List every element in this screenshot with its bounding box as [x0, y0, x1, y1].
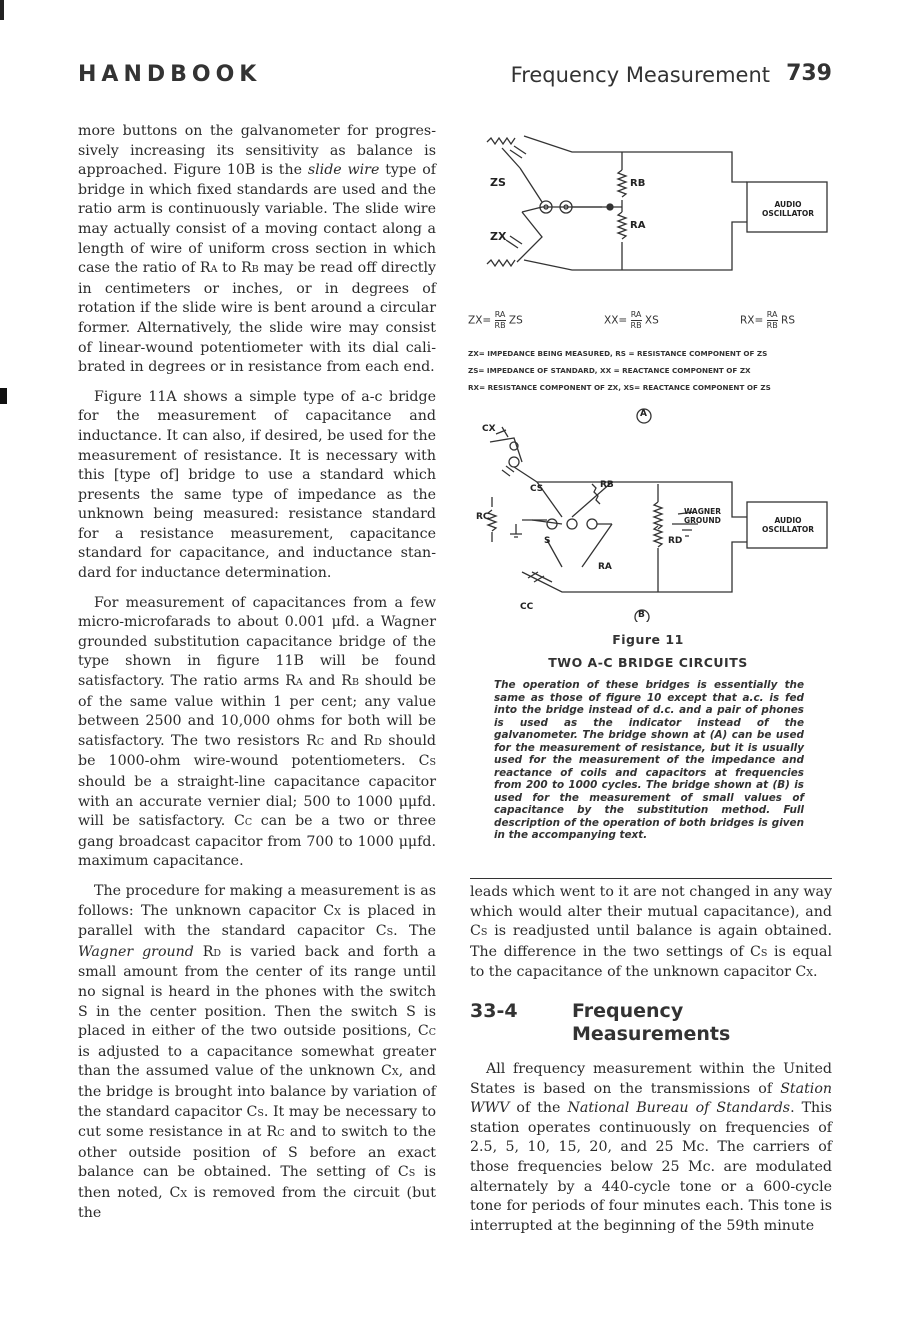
text-run: . — [813, 964, 818, 981]
section-number: 33-4 — [470, 1000, 518, 1022]
subscript: B — [251, 264, 259, 276]
subscript: A — [210, 264, 218, 276]
text-run: should be a straight-line capacitance capacitor with an accurate vernier dial; 500 to 1000 μμfd. will be satisfactory. C — [78, 774, 436, 830]
subscript: A — [295, 677, 303, 689]
label-cs: CS — [530, 484, 544, 494]
text-run: to R — [217, 260, 252, 277]
italic-text: slide wire — [307, 162, 380, 179]
text-run: . This station operates continuously on frequencies of 2.5, 5, 10, 15, 20, and 25 Mc. The carriers of those frequencies below 25 Mc. are modulated alternately by a 440-cycle tone or a 600-cycle tone for periods of four minutes each. This tone is interrupted at the beginning of the 59th minute — [470, 1100, 832, 1234]
formula-lhs: ZX= — [468, 314, 492, 327]
label-rc: RC — [476, 512, 490, 522]
fraction — [495, 310, 506, 331]
text-run: should be of the same value within 1 per cent; any value between 2500 and 10,000 ohms for both will be satisfactory. The two resistors R — [78, 673, 437, 749]
text-run: and to switch to the other outside position of S before an exact balance can be obtained. The setting of C — [78, 1124, 436, 1181]
formula-rhs: RS — [781, 314, 795, 327]
italic-text: Station WWV — [470, 1080, 832, 1117]
section-title-line-1: Frequency — [572, 1000, 684, 1022]
legend-line-2: ZS= IMPEDANCE OF STANDARD, XX = REACTANCE COMPONENT OF ZX — [468, 366, 751, 375]
text-run: is equal to the capacitance of the unknown capacitor C — [470, 943, 832, 981]
label-s: S — [544, 536, 551, 546]
marker-a-label: A — [640, 409, 647, 419]
bottom-bus — [522, 572, 612, 592]
formula-lhs: RX= — [740, 314, 764, 327]
page-edge-mark — [0, 388, 7, 404]
text-run: of the — [509, 1100, 568, 1117]
audio-word: AUDIO — [774, 200, 802, 209]
label-rb-b: RB — [600, 480, 614, 490]
label-rd: RD — [668, 536, 683, 546]
running-header — [78, 58, 832, 98]
subscript: S — [408, 1168, 416, 1180]
text-run: can be a two or three gang broadcast capacitor from 700 to 1000 μμfd. maximum capacitance. — [78, 813, 436, 870]
zs-wire — [520, 168, 542, 202]
wagner-ground-label — [684, 507, 721, 525]
oscillator-label-a — [752, 200, 824, 218]
oscillator-word: OSCILLATOR — [761, 525, 815, 534]
text-run: is then noted, C — [78, 1164, 436, 1201]
text-run: more buttons on the galvanometer for progressively increasing its sensitivity as balance is approached. Figure 10B is the — [78, 123, 436, 179]
subscript: X — [334, 906, 341, 918]
zx-capacitor — [506, 236, 522, 248]
paragraph — [470, 1060, 832, 1236]
tap-contact — [607, 204, 613, 210]
formula-zx — [468, 310, 523, 331]
bottom-wire — [524, 260, 622, 270]
formula-lhs: XX= — [604, 314, 628, 327]
subscript: S — [429, 757, 436, 769]
text-run: . The — [393, 923, 436, 940]
text-run: type of bridge in which fixed standards are used and the ratio arm is continuously variable. The slide wire may actually consist of a moving contact along a length of wire of uniform cross section in which case the ratio of R — [78, 162, 436, 277]
top-wire — [524, 136, 622, 152]
fraction-numerator: RA — [766, 310, 778, 319]
zs-resistor — [487, 138, 515, 144]
text-run: . It may be necessary to cut some resistance in at R — [78, 1103, 436, 1141]
right-column-lower — [470, 1060, 832, 1246]
cs-capacitor — [502, 466, 514, 476]
figure-subtitle: TWO A-C BRIDGE CIRCUITS — [548, 655, 748, 670]
text-run: leads which went to it are not changed in any way which would alter their mutual capacitance), and C — [470, 884, 832, 940]
fraction-numerator: RA — [494, 310, 506, 319]
fraction-denominator: RB — [630, 321, 642, 330]
figure-11 — [462, 112, 834, 862]
paragraph — [78, 122, 436, 378]
header-section-title: Frequency Measurement — [510, 63, 770, 87]
rb-resistor — [618, 170, 626, 197]
paragraph — [78, 594, 436, 872]
text-run: The procedure for making a measurement is as follows: The unknown capacitor C — [78, 882, 436, 919]
zs-capacitor — [510, 146, 526, 158]
page-edge-rule — [0, 0, 4, 20]
switch-terminal — [587, 519, 597, 529]
zx-wire — [517, 212, 542, 262]
fraction-numerator: RA — [630, 310, 642, 319]
text-run: is adjusted to a capacitance somewhat greater than the assumed value of the unknown C — [78, 1043, 436, 1080]
italic-text: National Bureau of Standards — [567, 1100, 791, 1117]
subscript: D — [374, 736, 382, 748]
subscript: C — [428, 1027, 436, 1039]
oscillator-word: OSCILLATOR — [761, 209, 815, 218]
subscript: C — [244, 817, 253, 829]
label-cc: CC — [520, 602, 534, 612]
cx-capacitor — [496, 427, 508, 437]
fraction-denominator: RB — [766, 321, 778, 330]
subscript: C — [316, 736, 325, 748]
fraction-denominator: RB — [494, 321, 506, 330]
subscript: S — [257, 1107, 264, 1119]
subscript: S — [760, 947, 768, 959]
header-book-title: HANDBOOK — [78, 62, 262, 87]
figure-title: Figure 11 — [612, 632, 684, 647]
marker-b-label: B — [638, 610, 645, 620]
subscript: B — [352, 677, 359, 689]
text-run: Figure 11A shows a simple type of a-c bridge for the measurement of capacitance and inductance. It can also, if desired, be used for the measurement of resistance. It is necessary with this [type of] bridge to use a standard which presents the same type of impedance as the unknown being measured: resistance standard for a resistance measurement, capacitance standard for capacitance, and inductance standard for inductance determination. — [78, 388, 436, 582]
text-run: and R — [302, 673, 352, 690]
fraction — [767, 310, 778, 331]
right-column — [470, 878, 832, 994]
text-run: may be read off directly in centimeters or inches, or in degrees of rotation if the slide wire is bent around a circular former. Alternatively, the slide wire may consist of linear-wound potentiometer with its dial calibrated in degrees or in resistance from each end. — [78, 260, 436, 376]
label-ra-b: RA — [598, 562, 612, 572]
formula-rx — [740, 310, 795, 331]
wagner-resistors — [654, 484, 662, 592]
label-rb: RB — [630, 178, 646, 189]
italic-text: Wagner ground — [78, 943, 194, 960]
paragraph — [78, 388, 436, 584]
formula-xx — [604, 310, 659, 331]
figure-caption: The operation of these bridges is essentially the same as those of figure 10 except that a.c. is fed into the bridge instead of d.c. and a pair of phones is used as the indicator instead of the galvanometer. The bridge shown at (A) can be used for the measurement of resistance, but it is usually used for the measurement of the impedance and reactance of coils and capacitors at frequencies from 200 to 1000 cycles. The bridge shown at (B) is used for the measurement of small values of capacitance by the substitution method. Full description of the operation of both bridges is given in the accompanying text. — [494, 679, 804, 841]
text-run: should be 1000-ohm wire-wound potentiometers. C — [78, 732, 436, 770]
text-run: is placed in parallel with the standard capacitor C — [78, 902, 436, 940]
section-heading — [470, 1000, 832, 1048]
oscillator-label-b — [752, 516, 824, 534]
zx-resistor — [487, 260, 515, 266]
text-run: , and the bridge is brought into balance by variation of the standard capacitor C — [78, 1063, 436, 1120]
formula-rhs: ZS — [508, 314, 523, 327]
audio-word: AUDIO — [774, 516, 802, 525]
section-title — [572, 1000, 730, 1046]
page-number: 739 — [786, 61, 832, 86]
label-zx: ZX — [490, 230, 507, 243]
subscript: X — [180, 1188, 188, 1200]
text-run: R — [193, 943, 214, 960]
osc-lead-bottom-b — [612, 542, 747, 592]
text-run: For measurement of capacitances from a few micro-microfarads to about 0.001 μfd. a Wagner grounded substitution capacitance bridge of the type shown in figure 11B will be found satisfactory. The ratio arms R — [78, 594, 436, 690]
text-run: is removed from the circuit (but the — [78, 1184, 436, 1222]
formula-rhs: XS — [644, 314, 659, 327]
top-bus — [514, 467, 612, 482]
switch-terminal — [547, 519, 557, 529]
paragraph — [78, 882, 436, 1224]
subscript: S — [386, 927, 394, 939]
terminal — [509, 457, 519, 467]
text-run: All frequency measurement within the United States is based on the transmissions of — [470, 1061, 832, 1097]
wagner-word: WAGNER — [684, 507, 722, 516]
circuit-a — [487, 136, 827, 423]
switch-terminal — [567, 519, 577, 529]
subscript: C — [277, 1128, 285, 1140]
label-zs: ZS — [490, 176, 506, 189]
text-run: and R — [324, 732, 375, 749]
label-ra: RA — [630, 220, 646, 231]
ra-cc-arms — [547, 524, 612, 567]
text-run: is readjusted until balance is again obtained. The difference in the two settings of C — [470, 923, 832, 960]
subscript: X — [391, 1067, 399, 1079]
fraction — [631, 310, 642, 331]
osc-lead-top-b — [612, 482, 747, 517]
text-run: is varied back and forth a small amount from the center of its range until no signal is heard in the phones with the switch S in the center position. Then the switch S is placed in either of the two outside positions, C — [78, 943, 436, 1040]
ra-resistor — [618, 200, 626, 270]
subscript: S — [480, 927, 488, 939]
subscript: D — [213, 947, 222, 959]
legend-line-1: ZX= IMPEDANCE BEING MEASURED, RS = RESISTANCE COMPONENT OF ZS — [468, 349, 768, 358]
paragraph — [470, 883, 832, 984]
section-title-line-2: Measurements — [572, 1023, 731, 1045]
legend-line-3: RX= RESISTANCE COMPONENT OF ZX, XS= REACTANCE COMPONENT OF ZS — [468, 383, 771, 392]
label-cx: CX — [482, 424, 496, 434]
ground-symbol — [510, 524, 522, 537]
subscript: X — [806, 968, 814, 980]
ground-word: GROUND — [684, 516, 721, 525]
left-column — [78, 122, 436, 1234]
